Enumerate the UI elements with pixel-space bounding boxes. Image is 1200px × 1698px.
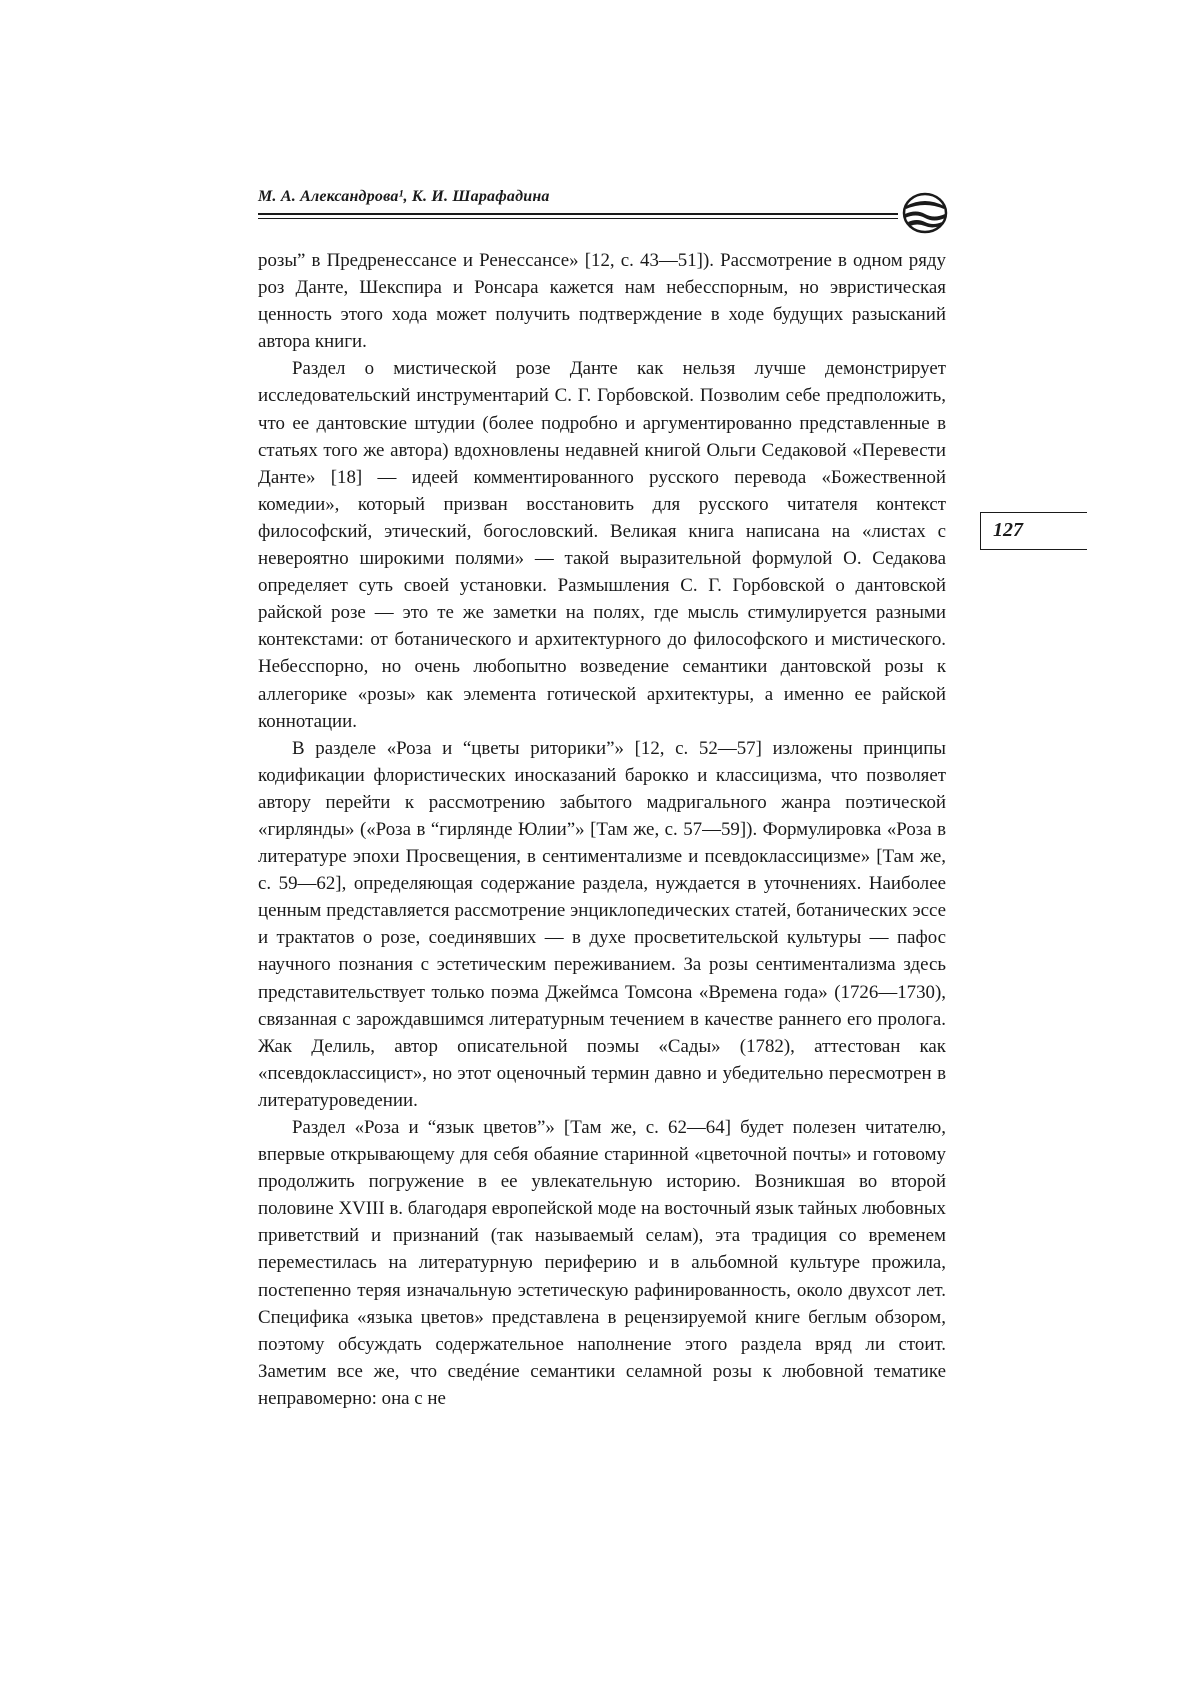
header-rule-thick (258, 213, 898, 215)
header-double-rule (258, 213, 898, 222)
running-head-authors: М. А. Александрова¹, К. И. Шарафадина (258, 188, 550, 205)
page-number: 127 (993, 519, 1023, 541)
header-rule-thin (258, 218, 898, 219)
article-body (258, 247, 946, 1412)
paragraph-3: В разделе «Роза и “цветы риторики”» [12, с. 52—57] изложены принципы кодификации флористических иносказаний барокко и классицизма, что позволяет автору перейти к рассмотрению забытого мадригального жанра поэтической «гирлянды» («Роза в “гирлянде Юлии”» [Там же, с. 57—59]). Формулировка «Роза в литературе эпохи Просвещения, в сентиментализме и псевдоклассицизме» [Там же, с. 59—62], определяющая содержание раздела, нуждается в уточнениях. Наиболее ценным представляется рассмотрение энциклопедических статей, ботанических эссе и трактатов о розе, соединявших — в духе просветительской культуры — пафос научного познания с эстетическим переживанием. За розы сентиментализма здесь представительствует только поэма Джеймса Томсона «Времена года» (1726—1730), связанная с зарождавшимся литературным течением в качестве раннего его пролога. Жак Делиль, автор описательной поэмы «Сады» (1782), аттестован как «псевдоклассицист», но этот оценочный термин давно и убедительно пересмотрен в литературоведении. (258, 737, 946, 1111)
paragraph-2: Раздел о мистической розе Данте как нельзя лучше демонстрирует исследовательский инструментарий С. Г. Горбовской. Позволим себе предположить, что ее дантовские штудии (более подробно и аргументированно представленные в статьях того же автора) вдохновлены недавней книгой Ольги Седаковой «Перевести Данте» [18] — идеей комментированного русского перевода «Божественной комедии», который призван восстановить для русского читателя контекст философский, этический, богословский. Великая книга написана на «листах с невероятно широкими полями» — такой выразительной формулой О. Седакова определяет суть своей установки. Размышления С. Г. Горбовской о дантовской райской розе — это те же заметки на полях, где мысль стимулируется разными контекстами: от ботанического и архитектурного до философского и мистического. Небесспорно, но очень любопытно возведение семантики дантовской розы к аллегорике «розы» как элемента готической архитектуры, а именно ее райской коннотации. (258, 358, 946, 732)
journal-emblem-icon (902, 192, 948, 234)
paragraph-4: Раздел «Роза и “язык цветов”» [Там же, с. 62—64] будет полезен читателю, впервые открывающему для себя обаяние старинной «цветочной почты» и готовому продолжить погружение в ее увлекательную историю. Возникшая во второй половине XVIII в. благодаря европейской моде на восточный язык тайных любовных приветствий и признаний (так называемый селам), эта традиция со временем переместилась на литературную периферию и в альбомной культуре прожила, постепенно теряя изначальную эстетическую рафинированность, около двухсот лет. Специфика «языка цветов» представлена в рецензируемой книге беглым обзором, поэтому обсуждать содержательное наполнение этого раздела вряд ли стоит. Заметим все же, что сведéние семантики селамной розы к любовной тематике неправомерно: она с не (258, 1117, 946, 1409)
paragraph-1: розы” в Предренессансе и Ренессансе» [12, с. 43—51]). Рассмотрение в одном ряду роз Данте, Шекспира и Ронсара кажется нам небесспорным, но эвристическая ценность этого хода может получить подтверждение в ходе будущих разысканий автора книги. (258, 250, 946, 353)
page-number-box (980, 512, 1087, 550)
